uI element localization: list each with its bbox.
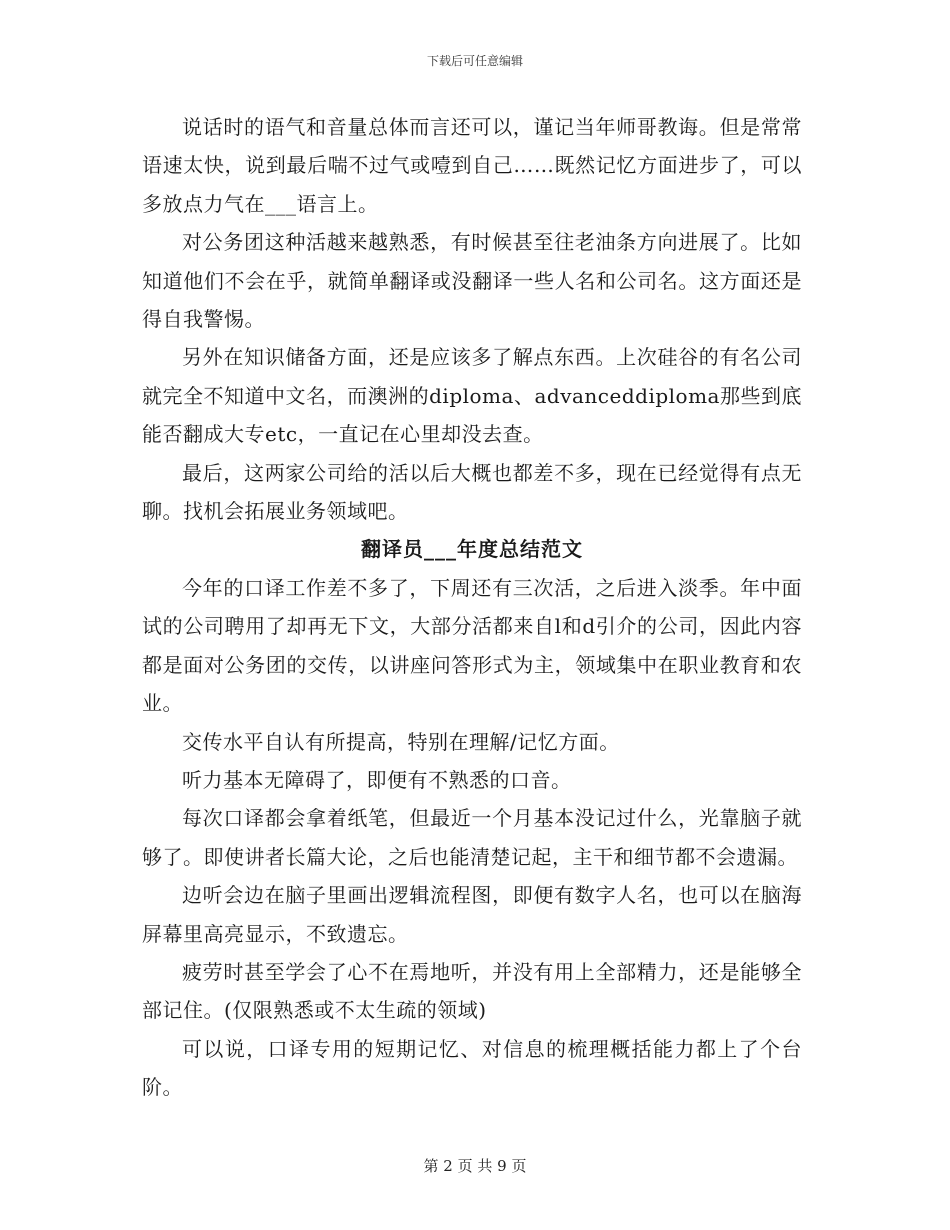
page-footer: 第 2 页 共 9 页 xyxy=(423,1157,527,1175)
page-header: 下载后可任意编辑 xyxy=(426,54,523,68)
paragraph: 今年的口译工作差不多了，下周还有三次活，之后进入淡季。年中面试的公司聘用了却再无下文，大部分活都来自l和d引介的公司，因此内容都是面对公务团的交传，以讲座问答形式为主，领域集中在职业教育和农业。 xyxy=(142,575,802,716)
paragraph: 疲劳时甚至学会了心不在焉地听，并没有用上全部精力，还是能够全部记住。(仅限熟悉或不太生疏的领域) xyxy=(142,959,802,1023)
paragraph: 每次口译都会拿着纸笔，但最近一个月基本没记过什么，光靠脑子就够了。即使讲者长篇大论，之后也能清楚记起，主干和细节都不会遗漏。 xyxy=(142,806,802,869)
paragraph: 说话时的语气和音量总体而言还可以，谨记当年师哥教诲。但是常常语速太快，说到最后喘不过气或噎到自己……既然记忆方面进步了，可以多放点力气在___语言上。 xyxy=(142,115,802,216)
document-body xyxy=(142,108,802,1107)
section-heading: 翻译员___年度总结范文 xyxy=(361,537,583,562)
paragraph: 边听会边在脑子里画出逻辑流程图，即便有数字人名，也可以在脑海屏幕里高亮显示，不致遗忘。 xyxy=(142,883,802,946)
paragraph: 听力基本无障碍了，即便有不熟悉的口音。 xyxy=(182,767,572,792)
paragraph: 交传水平自认有所提高，特别在理解/记忆方面。 xyxy=(182,729,620,754)
paragraph: 对公务团这种活越来越熟悉，有时候甚至往老油条方向进展了。比如知道他们不会在乎，就简单翻译或没翻译一些人名和公司名。这方面还是得自我警惕。 xyxy=(142,230,802,332)
paragraph: 最后，这两家公司给的活以后大概也都差不多，现在已经觉得有点无聊。找机会拓展业务领域吧。 xyxy=(142,460,802,524)
paragraph: 可以说，口译专用的短期记忆、对信息的梳理概括能力都上了个台阶。 xyxy=(142,1036,802,1100)
paragraph: 另外在知识储备方面，还是应该多了解点东西。上次硅谷的有名公司就完全不知道中文名，而澳洲的diploma、advanceddiploma那些到底能否翻成大专etc，一直记在心里却没去查。 xyxy=(142,345,802,447)
